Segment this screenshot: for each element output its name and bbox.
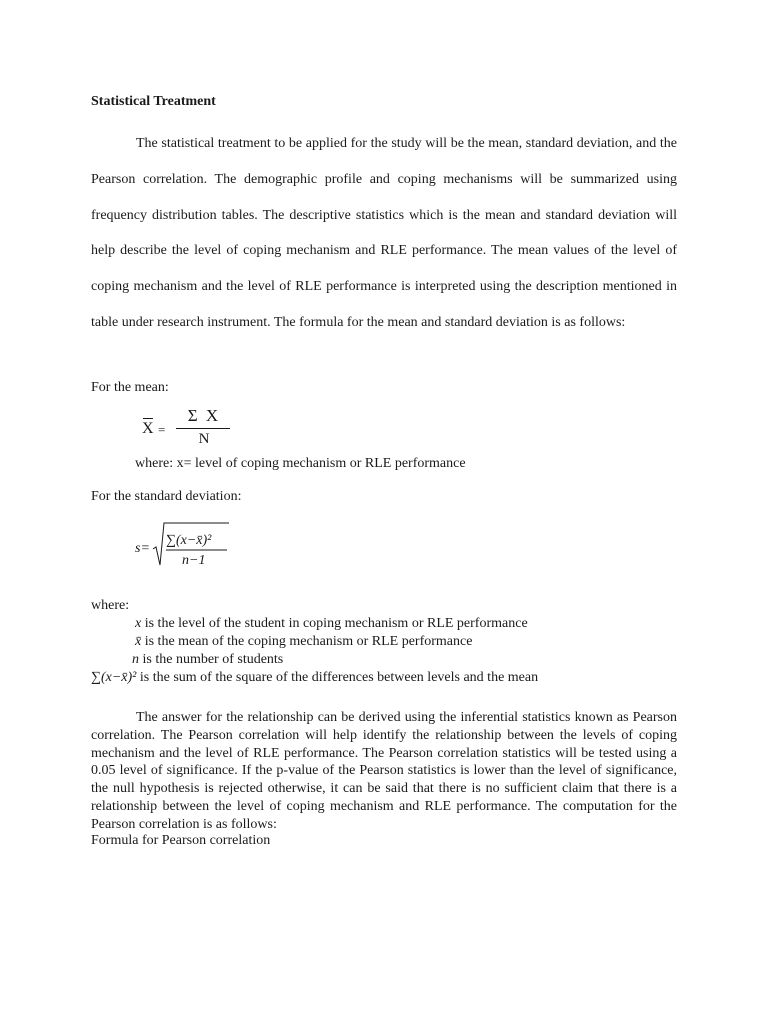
mean-formula-equals: = xyxy=(158,422,166,437)
def-sum xyxy=(91,670,538,686)
pearson-formula-label: Formula for Pearson correlation xyxy=(91,833,271,848)
where-label: where: xyxy=(91,598,130,613)
def-sum-symbol: ∑(x−x̄)² xyxy=(91,670,137,685)
mean-label: For the mean: xyxy=(91,380,169,395)
sd-formula-numerator: ∑(x−x̄)² xyxy=(166,533,212,548)
def-x xyxy=(135,616,528,632)
def-x-symbol: x xyxy=(135,616,142,631)
sd-formula-denominator: n−1 xyxy=(182,553,206,568)
def-xbar-text: is the mean of the coping mechanism or RLE performance xyxy=(141,634,473,649)
xbar-overline xyxy=(143,418,153,419)
mean-formula-denominator: N xyxy=(198,431,210,447)
sd-label: For the standard deviation: xyxy=(91,489,242,504)
sd-formula-graphic xyxy=(133,519,243,571)
def-n xyxy=(132,652,283,668)
def-xbar xyxy=(135,634,472,650)
mean-where-text: where: x= level of coping mechanism or RLE performance xyxy=(135,456,466,471)
fraction-bar xyxy=(176,428,230,429)
mean-formula-lhs: X xyxy=(142,420,154,437)
def-xbar-symbol: x̄ xyxy=(135,634,142,649)
mean-formula-numerator: Σ X xyxy=(187,406,221,425)
section-heading: Statistical Treatment xyxy=(91,94,216,109)
def-sum-text: is the sum of the square of the differences between levels and the mean xyxy=(136,670,539,685)
def-n-symbol: n xyxy=(132,652,139,667)
sd-formula-lhs: s= xyxy=(135,541,150,556)
def-n-text: is the number of students xyxy=(139,652,284,667)
def-x-text: is the level of the student in coping mechanism or RLE performance xyxy=(141,616,528,631)
intro-paragraph: The statistical treatment to be applied for the study will be the mean, standard deviation, and the Pearson correlation. The demographic profile and coping mechanisms will be summarized using frequency distribution tables. The descriptive statistics which is the mean and standard deviation will help describe the level of coping mechanism and RLE performance. The mean values of the level of coping mechanism and the level of RLE performance is interpreted using the description mentioned in table under research instrument. The formula for the mean and standard deviation is as follows: xyxy=(91,136,677,330)
sd-formula xyxy=(133,519,243,571)
mean-formula xyxy=(140,398,232,454)
pearson-paragraph: The answer for the relationship can be derived using the inferential statistics known as Pearson correlation. The Pearson correlation will help identify the relationship between the levels of coping mechanism and the level of RLE performance. The Pearson correlation statistics will be tested using a 0.05 level of significance. If the p-value of the Pearson statistics is lower than the level of significance, the null hypothesis is rejected otherwise, it can be said that there is no sufficient claim that there is a relationship between the level of coping mechanism and RLE performance. The computation for the Pearson correlation is as follows: xyxy=(91,710,677,832)
